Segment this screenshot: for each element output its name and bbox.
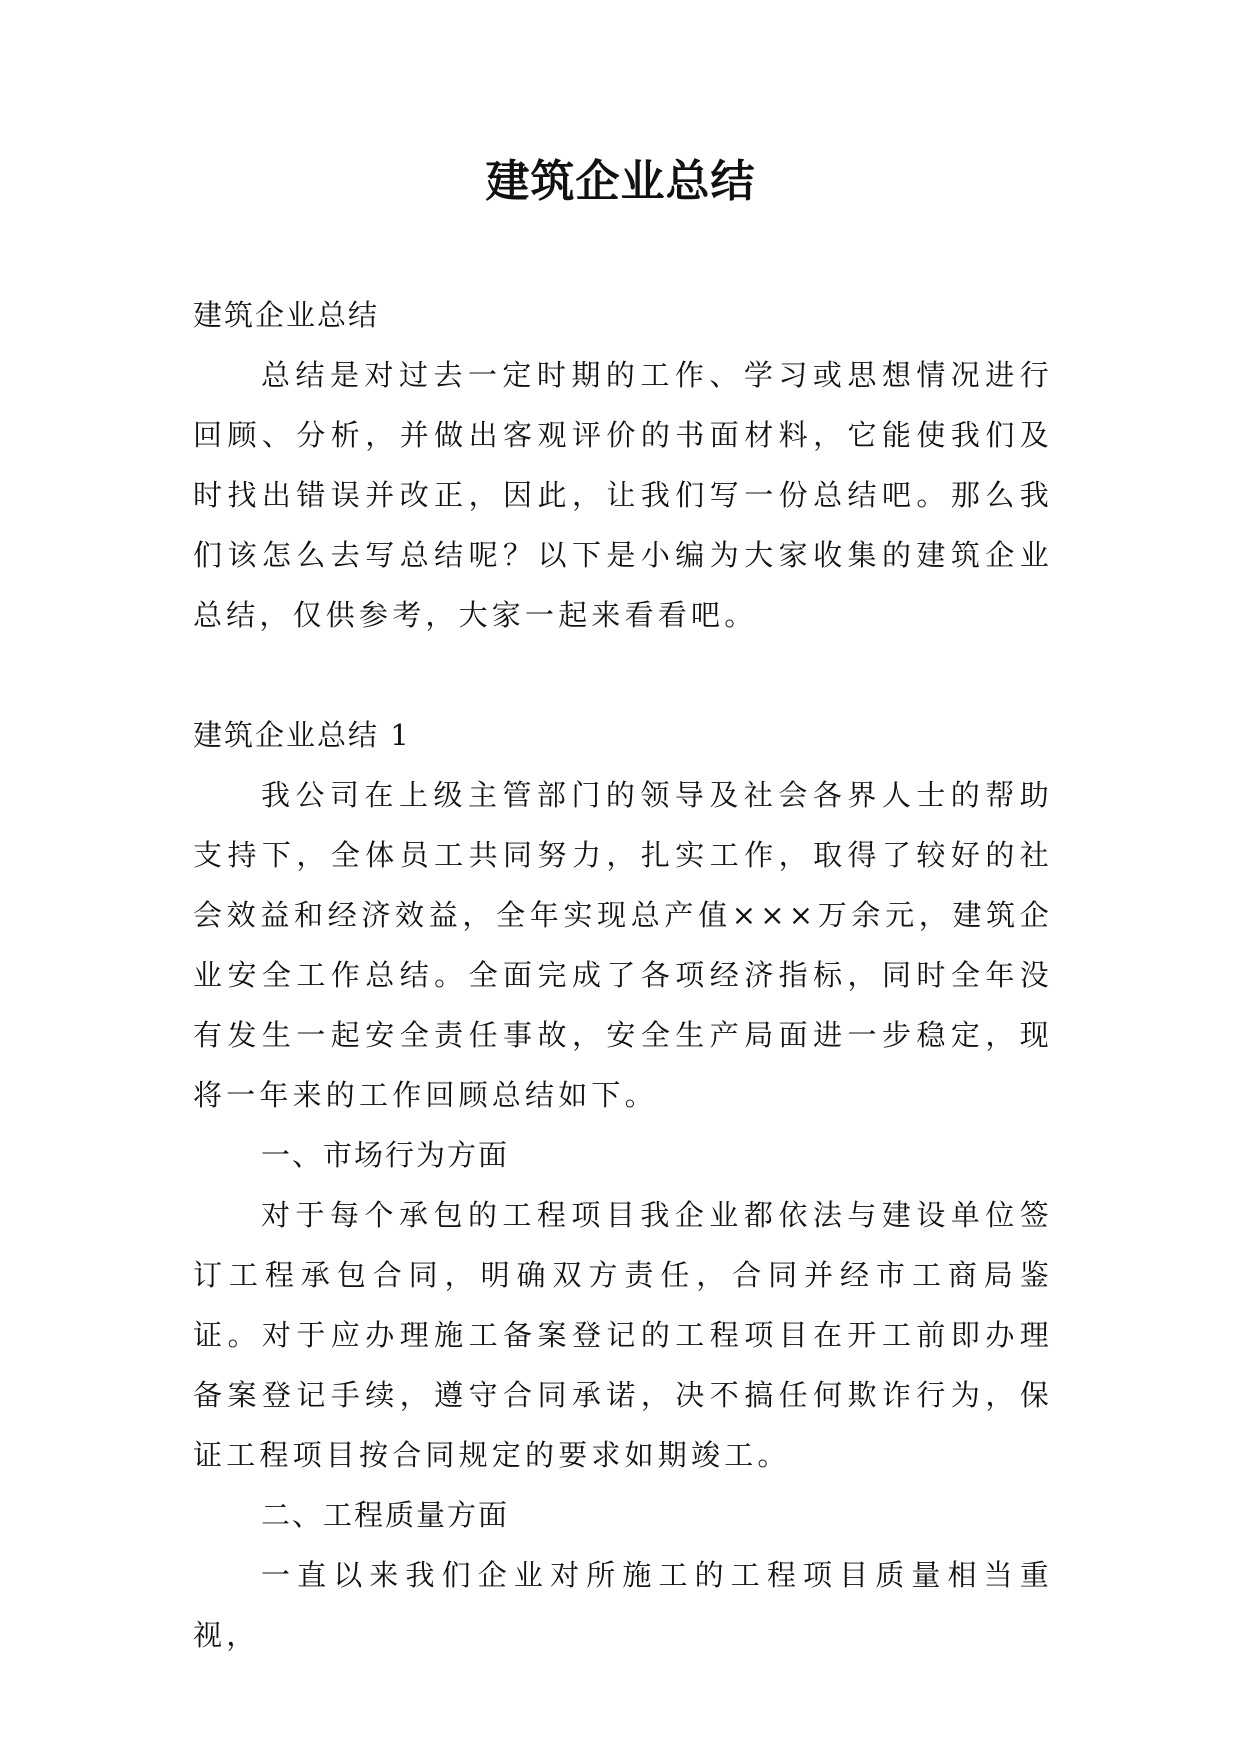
section-spacer <box>193 645 1053 705</box>
sub1-heading: 一、市场行为方面 <box>261 1138 510 1172</box>
section1-paragraph: 我公司在上级主管部门的领导及社会各界人士的帮助支持下，全体员工共同努力，扎实工作，取得了较好的社会效益和经济效益，全年实现总产值×××万余元，建筑企业安全工作总结。全面完成了各项经济指标，同时全年没有发生一起安全责任事故，安全生产局面进一步稳定，现将一年来的工作回顾总结如下。 <box>193 778 1053 1112</box>
sub1-paragraph: 对于每个承包的工程项目我企业都依法与建设单位签订工程承包合同，明确双方责任，合同并经市工商局鉴证。对于应办理施工备案登记的工程项目在开工前即办理备案登记手续，遵守合同承诺，决不搞任何欺诈行为，保证工程项目按合同规定的要求如期竣工。 <box>193 1198 1053 1472</box>
intro-heading: 建筑企业总结 <box>193 298 380 332</box>
document-title: 建筑企业总结 <box>485 156 756 207</box>
section1-heading: 建筑企业总结 1 <box>193 718 411 752</box>
intro-paragraph: 总结是对过去一定时期的工作、学习或思想情况进行回顾、分析，并做出客观评价的书面材料，它能使我们及时找出错误并改正，因此，让我们写一份总结吧。那么我们该怎么去写总结呢？以下是小编为大家收集的建筑企业总结，仅供参考，大家一起来看看吧。 <box>193 358 1053 632</box>
document-body <box>193 285 1053 1665</box>
sub2-heading: 二、工程质量方面 <box>261 1498 510 1532</box>
sub2-paragraph: 一直以来我们企业对所施工的工程项目质量相当重视， <box>193 1558 1053 1652</box>
